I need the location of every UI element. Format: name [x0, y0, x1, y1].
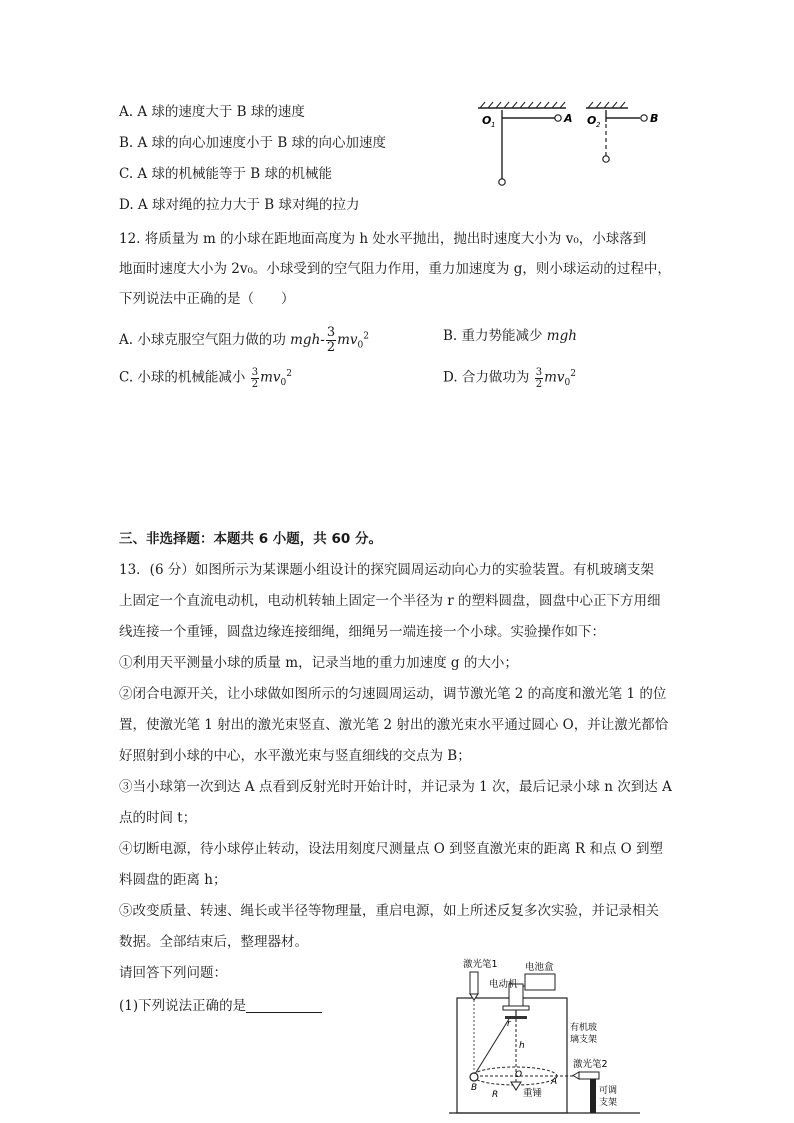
label-motor: 电动机 — [489, 979, 518, 990]
q13-step-2-line-3: 好照射到小球的中心，水平激光束与竖直细线的交点为 B； — [119, 748, 471, 764]
q12-option-c: C. 小球的机械能减小 $\frac{3}{2}$ $mv_0^2$ — [119, 366, 293, 390]
label-o2: O — [587, 114, 597, 127]
label-r-big: R — [492, 1090, 499, 1100]
laser-pen-2 — [573, 1072, 599, 1079]
q12-option-a-tail: mv — [337, 332, 358, 348]
label-b: B — [471, 1083, 478, 1093]
fraction-three-halves — [326, 326, 336, 355]
q11-option-c: C. A 球的机械能等于 B 球的机械能 — [119, 166, 332, 182]
sup-two: 2 — [363, 331, 370, 342]
label-r-small: r — [507, 1019, 511, 1029]
battery-box — [525, 974, 555, 990]
q13-line-1: 13．(6 分）如图所示为某课题小组设计的探究圆周运动向心力的实验装置。有机玻璃支架 — [119, 562, 654, 578]
q12-stem-line-3: 下列说法中正确的是（ ） — [119, 291, 295, 307]
apparatus-figure — [445, 956, 645, 1118]
q12-option-a-expr: mgh- — [290, 332, 325, 348]
q12-option-c-prefix: C. 小球的机械能减小 — [119, 369, 250, 386]
q13-step-4-line-2: 料圆盘的距离 h； — [119, 872, 227, 888]
q13-step-4-line-1: ④切断电源，待小球停止转动，设法用刻度尺测量点 O 到竖直激光束的距离 R 和点 O 到塑 — [119, 841, 664, 857]
q13-step-1: ①利用天平测量小球的质量 m，记录当地的重力加速度 g 的大小； — [119, 655, 518, 671]
label-h: h — [519, 1041, 525, 1051]
q13-prompt: 请回答下列问题： — [119, 965, 227, 981]
q13-step-2-line-2: 置，使激光笔 1 射出的激光束竖直、激光笔 2 射出的激光束水平通过圆心 O，并让激光都恰 — [119, 717, 669, 733]
q13-line-3: 线连接一个重锤，圆盘边缘连接细绳，细绳另一端连接一个小球。实验操作如下： — [119, 624, 605, 640]
q13-step-3-line-1: ③当小球第一次到达 A 点看到反射光时开始计时，并记录为 1 次，最后记录小球 n 次到达 A — [119, 779, 672, 795]
label-frame-2: 璃支架 — [570, 1035, 598, 1045]
label-laser1: 激光笔1 — [463, 959, 498, 970]
fraction-three-halves-c: $\frac{3}{2}$ — [251, 366, 259, 390]
label-stand-2: 支架 — [599, 1098, 618, 1108]
label-battery: 电池盒 — [525, 962, 554, 973]
q13-step-2-line-1: ②闭合电源开关，让小球做如图所示的匀速圆周运动，调节激光笔 2 的高度和激光笔 1 的位 — [119, 686, 667, 702]
q12-stem-line-1: 12. 将质量为 m 的小球在距地面高度为 h 处水平抛出，抛出时速度大小为 v₀，小球落到 — [119, 231, 647, 247]
q11-option-b: B. A 球的向心加速度小于 B 球的向心加速度 — [119, 135, 387, 151]
q13-step-5-line-1: ⑤改变质量、转速、绳长或半径等物理量，重启电源，如上所述反复多次实验，并记录相关 — [119, 903, 659, 919]
ball — [470, 1073, 478, 1081]
q11-option-a: A. A 球的速度大于 B 球的速度 — [119, 104, 305, 120]
ball-b-lower — [603, 156, 609, 162]
q12-option-d-prefix: D. 合力做功为 — [443, 369, 534, 386]
section-heading: 三、非选择题：本题共 6 小题，共 60 分。 — [119, 531, 382, 547]
laser-pen-1 — [470, 972, 478, 1000]
label-a: A — [564, 112, 573, 125]
q11-pendulum-figure — [470, 100, 680, 200]
q13-step-5-line-2: 数据。全部结束后，整理器材。 — [119, 934, 308, 950]
adjustable-stand — [590, 1079, 596, 1113]
label-stand-1: 可调 — [599, 1086, 618, 1096]
q12-option-a-prefix: A. 小球克服空气阻力做的功 — [119, 332, 291, 348]
q12-option-b-expr: mgh — [546, 328, 577, 344]
label-o: O — [515, 1070, 523, 1080]
label-a: A — [551, 1077, 558, 1087]
q11-option-d: D. A 球对绳的拉力大于 B 球对绳的拉力 — [119, 197, 360, 213]
answer-blank[interactable] — [246, 998, 322, 1013]
ball-a — [555, 115, 561, 121]
sub-zero: 0 — [357, 340, 364, 351]
fraction-three-halves-d: $\frac{3}{2}$ — [535, 366, 543, 390]
q13-line-2: 上固定一个直流电动机，电动机转轴上固定一个半径为 r 的塑料圆盘，圆盘中心正下方用细 — [119, 593, 661, 609]
q13-step-3-line-2: 点的时间 t； — [119, 810, 197, 826]
ceiling-right — [586, 102, 628, 108]
label-frame-1: 有机玻 — [570, 1023, 598, 1033]
q13-question-1-text: (1)下列说法正确的是 — [119, 998, 247, 1014]
label-b: B — [650, 112, 659, 125]
q12-option-a — [119, 326, 369, 356]
label-weight: 重锤 — [523, 1088, 543, 1099]
label-laser2: 激光笔2 — [573, 1059, 608, 1070]
frac-denominator: 2 — [326, 340, 336, 355]
label-o1-sub: 1 — [491, 121, 496, 129]
ball-a-lower — [499, 179, 505, 185]
q12-stem-line-2: 地面时速度大小为 2v₀。小球受到的空气阻力作用，重力加速度为 g，则小球运动的过程中， — [119, 261, 671, 277]
q13-question-1 — [119, 996, 322, 1016]
label-o2-sub: 2 — [596, 121, 601, 129]
glass-frame — [457, 998, 567, 1113]
ceiling-left — [478, 102, 566, 108]
ball-b — [641, 115, 647, 121]
q12-option-b — [443, 326, 577, 346]
label-o1: O — [482, 114, 492, 127]
frac-numerator: 3 — [326, 325, 336, 340]
q12-option-b-label: B. 重力势能减少 — [443, 328, 547, 344]
weight-bob — [511, 1082, 521, 1090]
q12-option-d: D. 合力做功为 $\frac{3}{2}$ $mv_0^2$ — [443, 366, 576, 390]
